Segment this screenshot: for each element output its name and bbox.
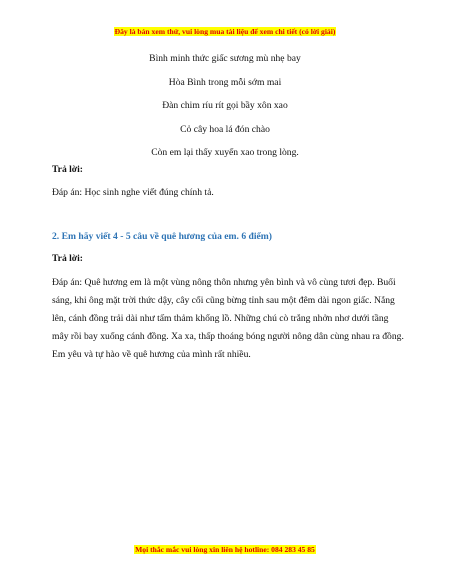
poem-block [0,52,450,170]
poem-line: Còn em lại thấy xuyến xao trong lòng. [151,147,299,158]
poem-line: Bình minh thức giấc sương mù nhẹ bay [149,53,301,64]
preview-notice-text: Đây là bản xem thử, vui lòng mua tài liệu để xem chi tiết (có lời giải) [114,27,336,36]
essay-answer-text: Đáp án: Quê hương em là một vùng nông thôn nhưng yên bình và vô cùng tươi đẹp. Buổi sáng, khi ông mặt trời thức dậy, cây cối cũng bừng tỉnh sau một đêm dài ngon giấc. Nắng lên, cánh đồng trải dài như tấm thảm khổng lồ. Những chú cò trắng nhởn nhơ dưới tầng mây rồi bay xuống cánh đồng. Xa xa, thấp thoáng bóng người nông dân cùng nhau ra đồng. Em yêu và tự hào về quê hương của mình rất nhiều. [52,277,404,360]
poem-line: Cỏ cây hoa lá đón chào [180,123,270,135]
hotline-notice-banner [0,545,450,555]
poem-line: Đàn chim ríu rít gọi bầy xôn xao [162,100,288,111]
hotline-notice-text: Mọi thắc mắc vui lòng xin liên hệ hotline: 084 283 45 85 [135,545,315,554]
answer-label: Trả lời: [52,253,83,264]
answer-text: Đáp án: Học sinh nghe viết đúng chính tả. [52,187,214,198]
poem-line: Hòa Bình trong mỗi sớm mai [168,76,282,88]
preview-notice-banner [0,27,450,37]
question-heading: 2. Em hãy viết 4 - 5 câu về quê hương của em. 6 điểm) [52,231,272,242]
answer-label: Trả lời: [52,164,83,175]
